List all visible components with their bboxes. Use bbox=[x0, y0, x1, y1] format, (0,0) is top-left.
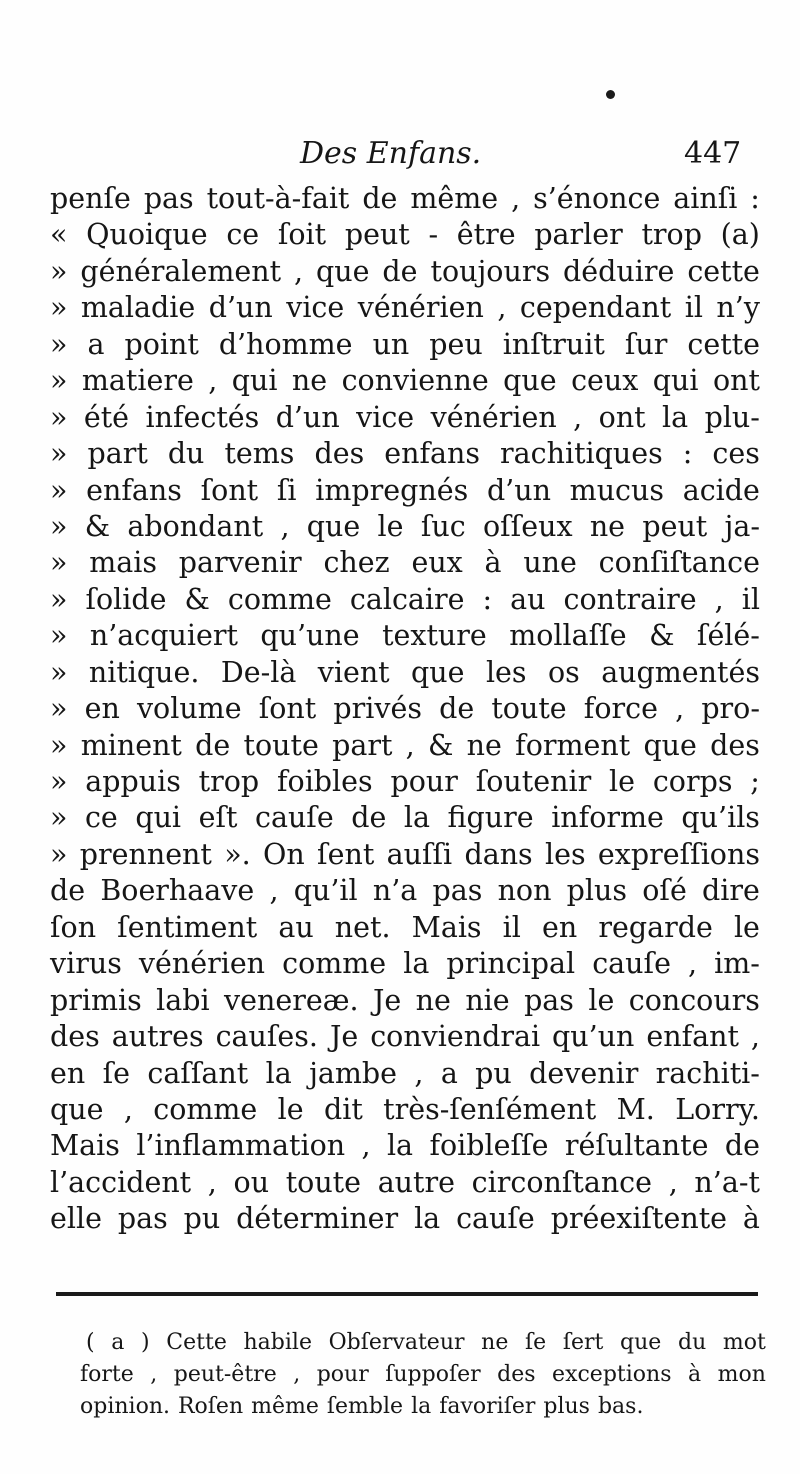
body-text bbox=[50, 181, 760, 1238]
text-line: » ſolide & comme calcaire : au contraire , il bbox=[50, 582, 760, 616]
text-line: de Boerhaave , qu’il n’a pas non plus oſé dire bbox=[50, 874, 760, 908]
text-line: » n’acquiert qu’une texture mollaſſe & ſélé- bbox=[50, 619, 760, 653]
footnote-line: ( a ) Cette habile Obſervateur ne ſe ſert que du mot bbox=[86, 1330, 766, 1355]
text-line: virus vénérien comme la principal cauſe , im- bbox=[50, 947, 760, 981]
text-line: en ſe caſſant la jambe , a pu devenir rachiti- bbox=[50, 1056, 760, 1090]
text-line: » matiere , qui ne convienne que ceux qui ont bbox=[50, 364, 760, 398]
text-line: » ce qui eſt cauſe de la figure informe qu’ils bbox=[50, 801, 760, 835]
text-line: « Quoique ce ſoit peut - être parler trop (a) bbox=[50, 218, 760, 252]
text-line: ſon ſentiment au net. Mais il en regarde le bbox=[50, 910, 760, 944]
text-line: des autres cauſes. Je conviendrai qu’un enfant , bbox=[50, 1020, 760, 1054]
text-line: » a point d’homme un peu inſtruit ſur cette bbox=[50, 327, 760, 361]
text-line: » généralement , que de toujours déduire cette bbox=[50, 254, 760, 288]
page-header bbox=[0, 136, 800, 180]
text-line: » maladie d’un vice vénérien , cependant il n’y bbox=[50, 291, 760, 325]
ink-spot bbox=[606, 90, 615, 99]
text-line: » mais parvenir chez eux à une conſiſtance bbox=[50, 546, 760, 580]
footnote-line: opinion. Roſen même ſemble la favoriſer plus bas. bbox=[80, 1394, 644, 1419]
footnote bbox=[80, 1327, 766, 1423]
text-line: » en volume ſont privés de toute force , pro- bbox=[50, 692, 760, 726]
text-line: primis labi venereæ. Je ne nie pas le concours bbox=[50, 983, 760, 1017]
text-line: » part du tems des enfans rachitiques : ces bbox=[50, 437, 760, 471]
page-number: 447 bbox=[684, 136, 742, 171]
text-line: l’accident , ou toute autre circonſtance , n’a-t bbox=[50, 1165, 760, 1199]
text-line: elle pas pu déterminer la cauſe préexiſtente à bbox=[50, 1202, 760, 1236]
text-line: penſe pas tout-à-fait de même , s’énonce ainſi : bbox=[50, 182, 760, 215]
text-line: » appuis trop foibles pour ſoutenir le corps ; bbox=[50, 765, 760, 798]
running-title: Des Enfans. bbox=[300, 136, 482, 171]
text-line: » & abondant , que le ſuc oſſeux ne peut ja- bbox=[50, 509, 760, 543]
text-line: que , comme le dit très-ſenſément M. Lorry. bbox=[50, 1092, 760, 1126]
footnote-rule bbox=[56, 1292, 758, 1296]
text-line: » prennent ». On ſent auſſi dans les expreſſions bbox=[50, 837, 760, 871]
text-line: » minent de toute part , & ne forment que des bbox=[50, 728, 760, 762]
text-line: » nitique. De-là vient que les os augmentés bbox=[50, 655, 760, 689]
text-line: Mais l’inflammation , la foibleſſe réſultante de bbox=[50, 1129, 760, 1163]
text-line: » été infectés d’un vice vénérien , ont la plu- bbox=[50, 400, 760, 434]
text-line: » enfans ſont ſi impregnés d’un mucus acide bbox=[50, 473, 760, 507]
footnote-line: forte , peut-être , pour ſuppoſer des exceptions à mon bbox=[80, 1362, 766, 1387]
